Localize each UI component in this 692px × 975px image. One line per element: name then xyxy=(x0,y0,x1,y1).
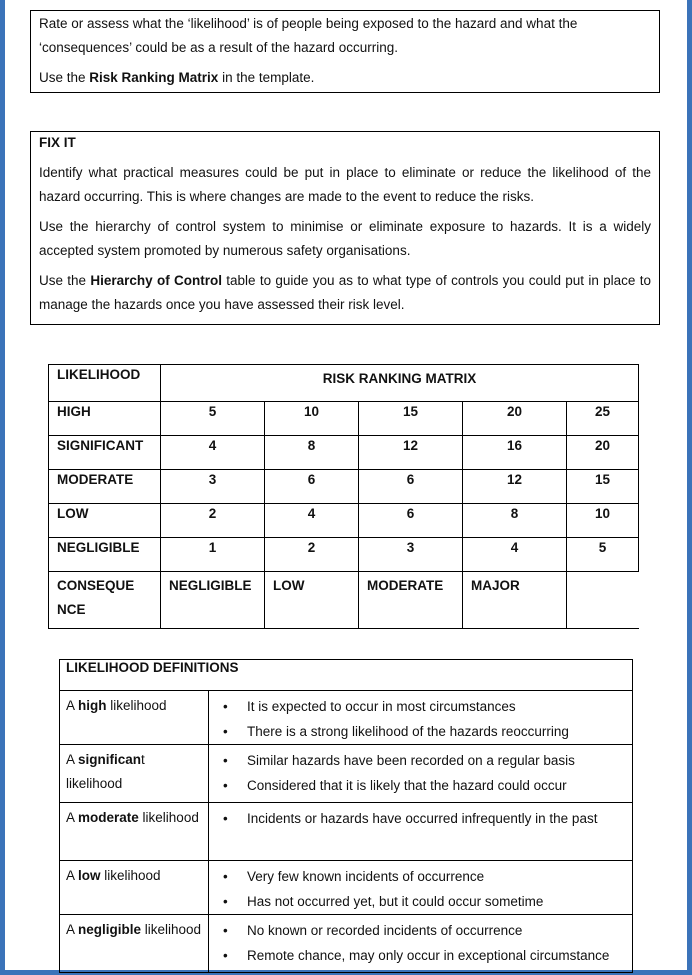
matrix-cell: 16 xyxy=(463,436,567,470)
definition-bullet: • Similar hazards have been recorded on a regular basis xyxy=(215,748,626,773)
definitions-header: LIKELIHOOD DEFINITIONS xyxy=(60,660,633,691)
fix-it-box xyxy=(30,131,660,325)
definition-description xyxy=(209,745,633,803)
definition-bullet: • Remote chance, may only occur in exceptional circumstance xyxy=(215,943,626,968)
row-label: SIGNIFICANT xyxy=(49,436,161,470)
definition-term: A significant likelihood xyxy=(60,745,209,803)
matrix-cell: 5 xyxy=(567,538,639,572)
matrix-cell: 2 xyxy=(161,504,265,538)
definition-row xyxy=(60,915,633,973)
assess-box xyxy=(30,10,660,93)
consequence-moderate: MODERATE xyxy=(359,572,463,629)
matrix-cell: 2 xyxy=(265,538,359,572)
row-label: HIGH xyxy=(49,402,161,436)
consequence-major: MAJOR xyxy=(463,572,567,629)
matrix-cell: 10 xyxy=(567,504,639,538)
fix-it-para-3: Use the Hierarchy of Control table to guide you as to what type of controls you could put in place to manage the hazards once you have assessed their risk level. xyxy=(39,273,651,312)
matrix-cell: 10 xyxy=(265,402,359,436)
definition-bullet: • Incidents or hazards have occurred infrequently in the past xyxy=(215,806,626,831)
matrix-cell: 6 xyxy=(359,470,463,504)
matrix-cell: 4 xyxy=(161,436,265,470)
matrix-cell: 20 xyxy=(567,436,639,470)
definition-description xyxy=(209,861,633,915)
definition-bullet: • Considered that it is likely that the hazard could occur xyxy=(215,773,626,798)
matrix-cell: 3 xyxy=(359,538,463,572)
assess-text: Rate or assess what the ‘likelihood’ is of people being exposed to the hazard and what the ‘consequences’ could be as a result of the hazard occurring. xyxy=(39,16,578,55)
assess-instruction: Use the Risk Ranking Matrix in the template. xyxy=(39,70,315,85)
matrix-cell: 15 xyxy=(359,402,463,436)
definition-row xyxy=(60,745,633,803)
definition-bullet: • Very few known incidents of occurrence xyxy=(215,864,626,889)
definition-term: A moderate likelihood xyxy=(60,803,209,861)
row-label: LOW xyxy=(49,504,161,538)
hierarchy-of-control-ref: Hierarchy of Control xyxy=(90,273,222,288)
definition-term: A low likelihood xyxy=(60,861,209,915)
fix-it-para-2: Use the hierarchy of control system to minimise or eliminate exposure to hazards. It is a widely accepted system promoted by numerous safety organisations. xyxy=(39,219,651,258)
definition-description xyxy=(209,915,633,973)
definition-description xyxy=(209,691,633,745)
matrix-cell: 8 xyxy=(265,436,359,470)
definition-row xyxy=(60,861,633,915)
matrix-cell: 6 xyxy=(265,470,359,504)
consequence-negligible: NEGLIGIBLE xyxy=(161,572,265,629)
matrix-cell: 25 xyxy=(567,402,639,436)
matrix-title: RISK RANKING MATRIX xyxy=(161,365,639,402)
consequence-low: LOW xyxy=(265,572,359,629)
row-label: NEGLIGIBLE xyxy=(49,538,161,572)
consequence-empty xyxy=(567,572,639,629)
definition-bullet: • No known or recorded incidents of occurrence xyxy=(215,918,626,943)
consequence-label: CONSEQUENCE xyxy=(49,572,161,629)
risk-ranking-matrix xyxy=(48,364,639,629)
fix-it-heading: FIX IT xyxy=(39,135,76,150)
definition-description xyxy=(209,803,633,861)
definition-term: A negligible likelihood xyxy=(60,915,209,973)
definition-bullet: • Has not occurred yet, but it could occur sometime xyxy=(215,889,626,914)
matrix-cell: 3 xyxy=(161,470,265,504)
likelihood-definitions-table xyxy=(59,659,633,973)
definition-term: A high likelihood xyxy=(60,691,209,745)
row-label: MODERATE xyxy=(49,470,161,504)
matrix-cell: 6 xyxy=(359,504,463,538)
risk-ranking-matrix-ref: Risk Ranking Matrix xyxy=(89,70,219,85)
matrix-cell: 5 xyxy=(161,402,265,436)
definition-row xyxy=(60,691,633,745)
matrix-cell: 15 xyxy=(567,470,639,504)
definition-bullet: • There is a strong likelihood of the hazards reoccurring xyxy=(215,719,626,744)
fix-it-para-1: Identify what practical measures could be put in place to eliminate or reduce the likelihood of the hazard occurring. This is where changes are made to the event to reduce the risks. xyxy=(39,165,651,204)
definition-row xyxy=(60,803,633,861)
matrix-cell: 8 xyxy=(463,504,567,538)
matrix-cell: 12 xyxy=(463,470,567,504)
matrix-cell: 12 xyxy=(359,436,463,470)
matrix-cell: 4 xyxy=(463,538,567,572)
matrix-corner: LIKELIHOOD xyxy=(49,365,161,402)
matrix-cell: 4 xyxy=(265,504,359,538)
matrix-cell: 1 xyxy=(161,538,265,572)
definition-bullet: • It is expected to occur in most circumstances xyxy=(215,694,626,719)
matrix-cell: 20 xyxy=(463,402,567,436)
